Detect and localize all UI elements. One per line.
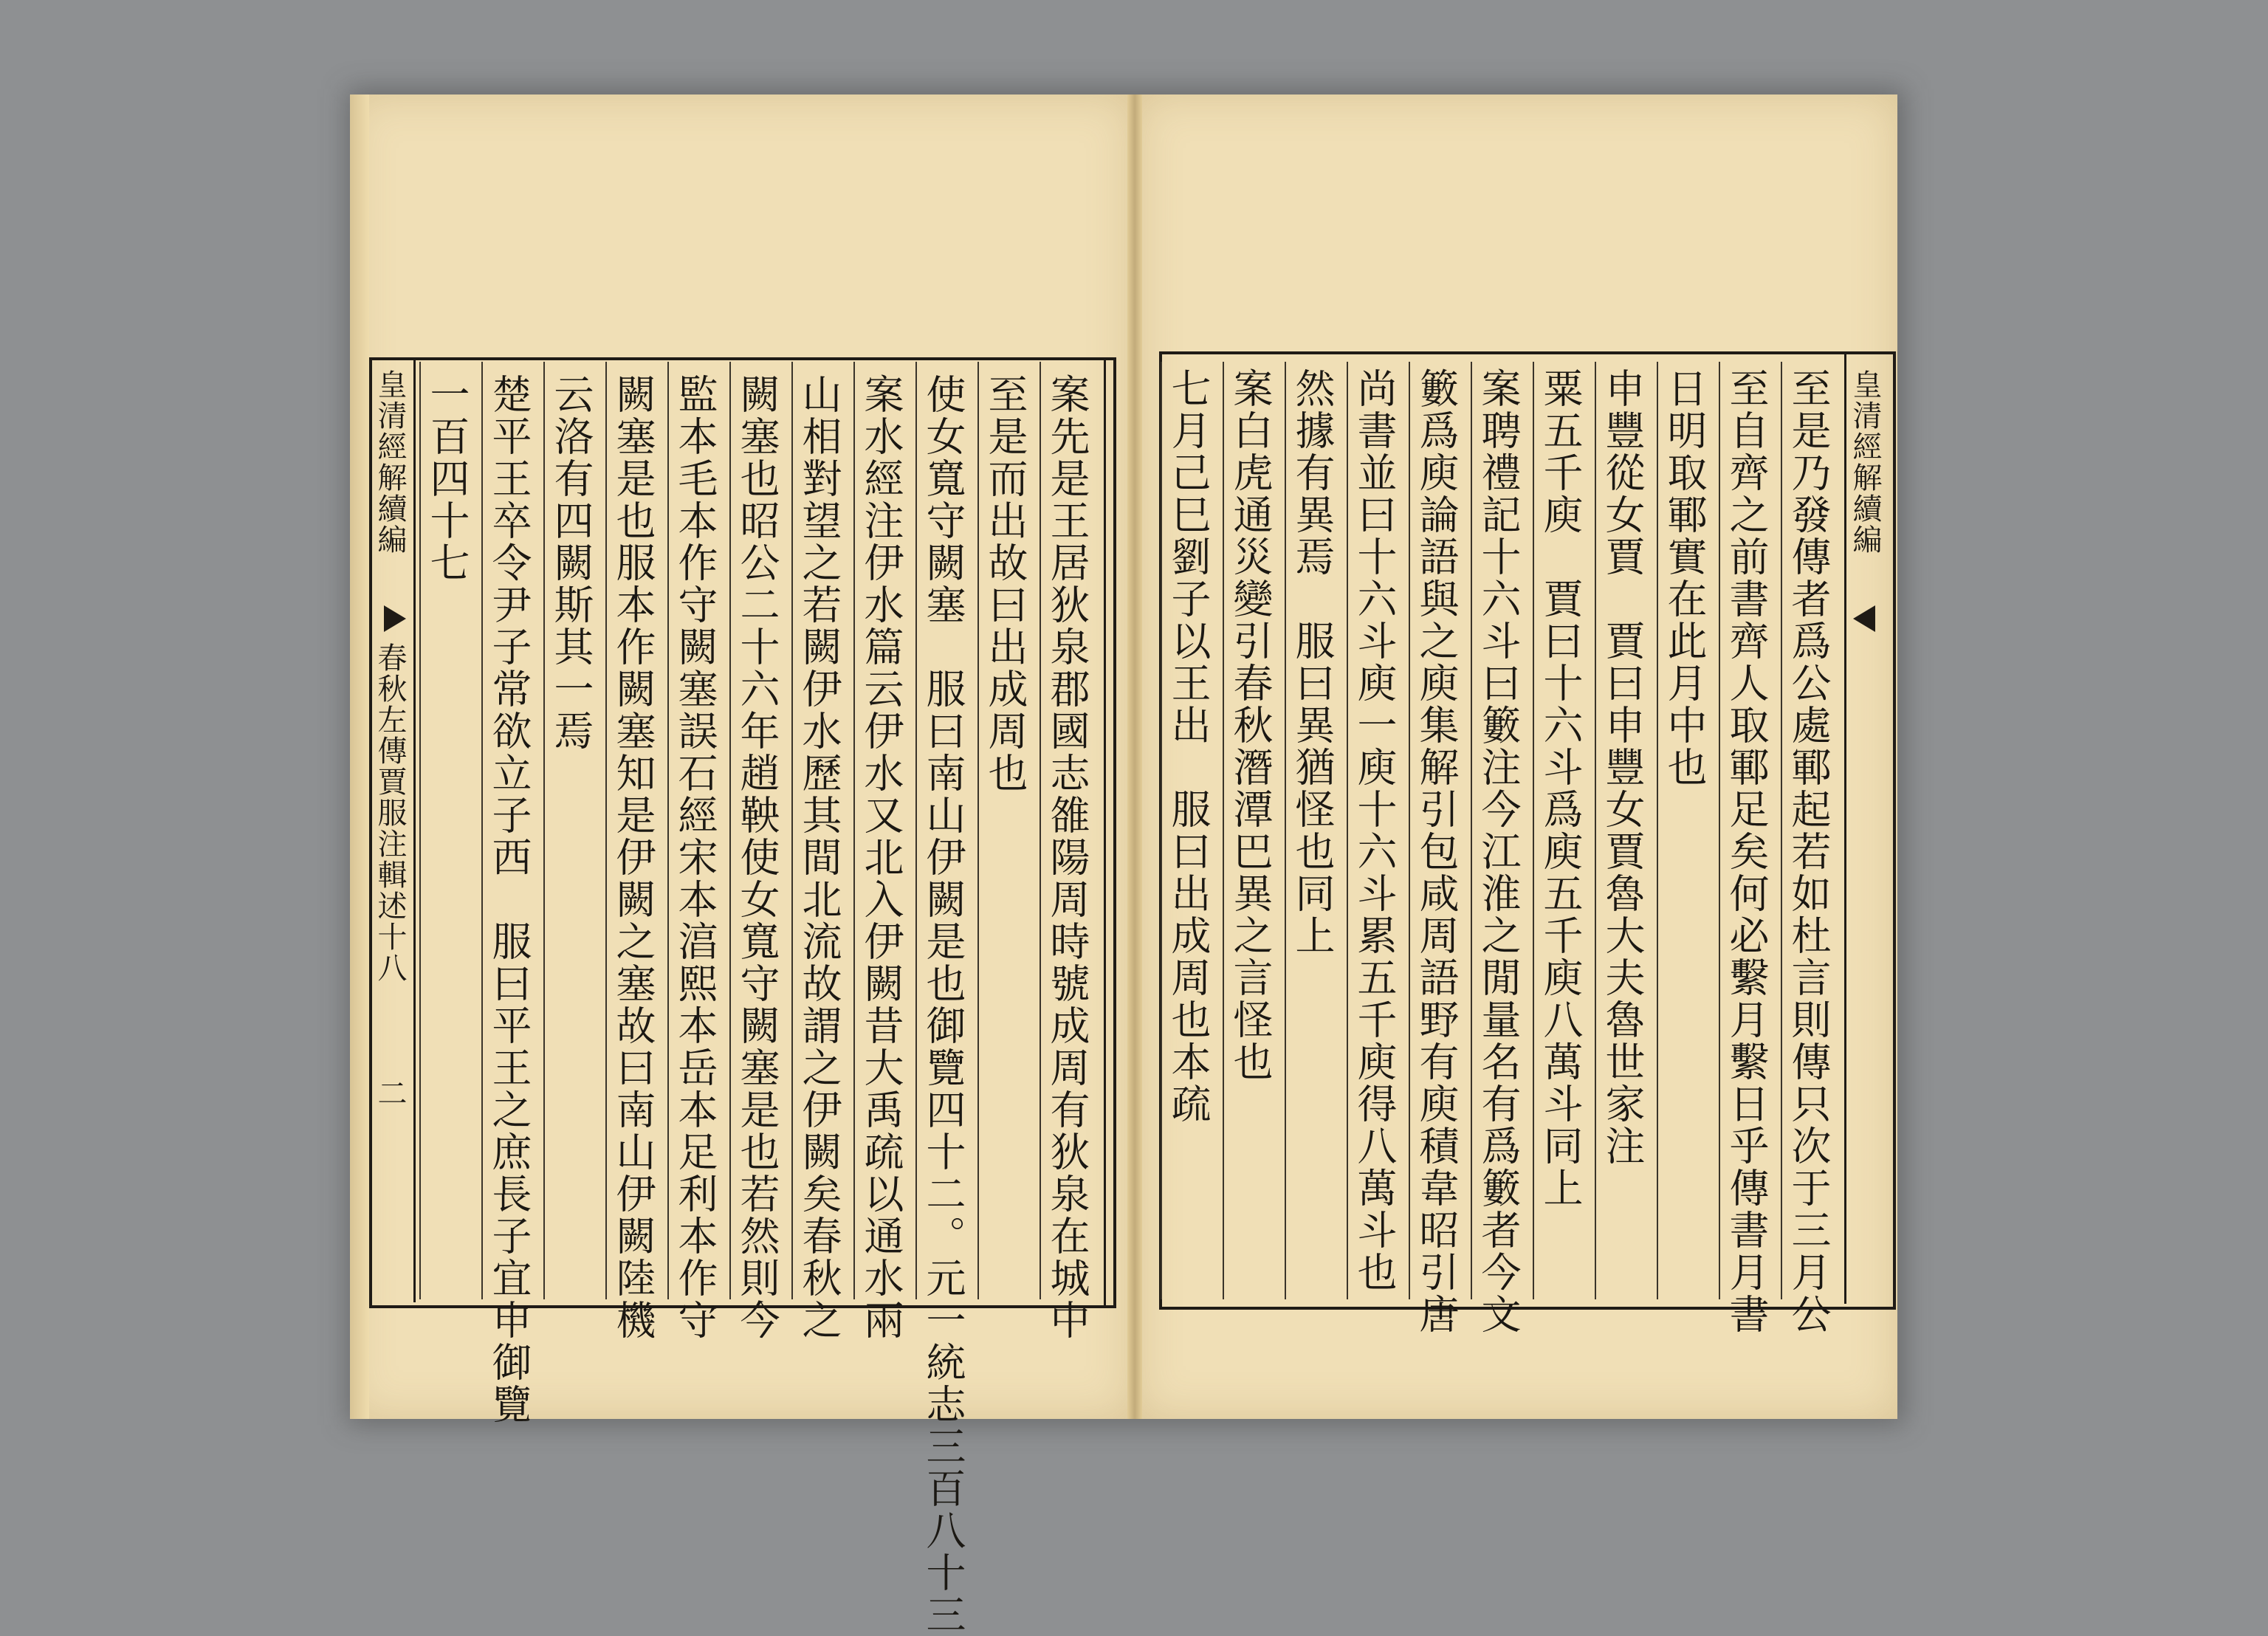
column-rule	[1285, 362, 1286, 1299]
text-column: 案先是王居狄泉郡國志雒陽周時號成周有狄泉在城中	[1044, 374, 1090, 1341]
column-rule	[605, 362, 607, 1299]
column-rule	[1781, 362, 1782, 1299]
text-column: 至是而出故曰出成周也	[982, 374, 1028, 794]
column-rule	[1409, 362, 1410, 1299]
text-column: 案水經注伊水篇云伊水又北入伊闕昔大禹疏以通水兩	[858, 374, 904, 1341]
text-column: 山相對望之若闕伊水歷其間北流故謂之伊闕矣春秋之	[796, 374, 842, 1341]
column-rule	[977, 362, 979, 1299]
text-column: 楚平王卒令尹子常欲立子西 服曰平王之庶長子宜申御覽	[486, 374, 532, 1426]
text-column: 粟五千庾 賈曰十六斗爲庾五千庾八萬斗同上	[1537, 368, 1584, 1209]
column-rule	[1223, 362, 1224, 1299]
text-column: 案聘禮記十六斗曰籔注今江淮之閒量名有爲籔者今文	[1475, 368, 1522, 1336]
left-fishtail-mark	[384, 605, 406, 632]
left-banxin-folio: 二	[373, 1078, 407, 1109]
left-banxin-title: 皇清經解續編	[373, 369, 407, 555]
column-rule	[543, 362, 545, 1299]
left-page-edge	[350, 94, 369, 1419]
text-column: 至是乃發傳者爲公處鄆起若如杜言則傳只次于三月公	[1785, 368, 1832, 1336]
text-column: 闕塞也昭公二十六年趙鞅使女寬守闕塞是也若然則今	[734, 374, 780, 1341]
text-column: 案白虎通災變引春秋潛潭巴異之言怪也	[1227, 368, 1274, 1083]
text-column: 尚書並曰十六斗庾一庾十六斗累五千庾得八萬斗也	[1351, 368, 1398, 1293]
column-rule	[853, 362, 855, 1299]
column-rule	[1719, 362, 1720, 1299]
text-column: 然據有異焉 服曰異猶怪也同上	[1289, 368, 1336, 957]
text-column: 至自齊之前書齊人取鄆足矣何必繫月繫日乎傳書月書	[1723, 368, 1770, 1336]
text-column: 闕塞是也服本作闕塞知是伊闕之塞故曰南山伊闕陸機	[610, 374, 656, 1341]
column-rule	[419, 362, 421, 1299]
left-banxin-section: 春秋左傳賈服注輯述十八	[373, 642, 407, 983]
column-rule	[1595, 362, 1596, 1299]
column-rule	[1471, 362, 1472, 1299]
column-rule	[729, 362, 731, 1299]
column-rule	[1040, 362, 1041, 1299]
text-column: 日明取鄆實在此月中也	[1661, 368, 1708, 788]
text-column: 申豐從女賈 賈曰申豐女賈魯大夫魯世家注	[1599, 368, 1646, 1167]
right-fishtail-mark	[1853, 605, 1875, 632]
column-rule	[915, 362, 917, 1299]
column-rule	[1161, 362, 1162, 1299]
column-rule	[1347, 362, 1348, 1299]
text-column: 七月己巳劉子以王出 服曰出成周也本疏	[1165, 368, 1212, 1125]
text-column: 云洛有四闕斯其一焉	[548, 374, 594, 752]
column-rule	[1533, 362, 1534, 1299]
column-rule	[481, 362, 483, 1299]
text-column: 一百四十七	[424, 374, 470, 584]
book-gutter	[1127, 94, 1142, 1419]
text-column: 監本毛本作守闕塞誤石經宋本湻熙本岳本足利本作守	[672, 374, 718, 1341]
column-rule	[1657, 362, 1658, 1299]
text-column: 使女寬守闕塞 服曰南山伊闕是也御覽四十二。元一統志三百八十三	[920, 374, 966, 1636]
text-column: 籔爲庾論語與之庾集解引包咸周語野有庾積韋昭引唐	[1413, 368, 1460, 1336]
column-rule	[791, 362, 793, 1299]
right-banxin-title: 皇清經解續編	[1848, 369, 1882, 555]
column-rule	[667, 362, 669, 1299]
